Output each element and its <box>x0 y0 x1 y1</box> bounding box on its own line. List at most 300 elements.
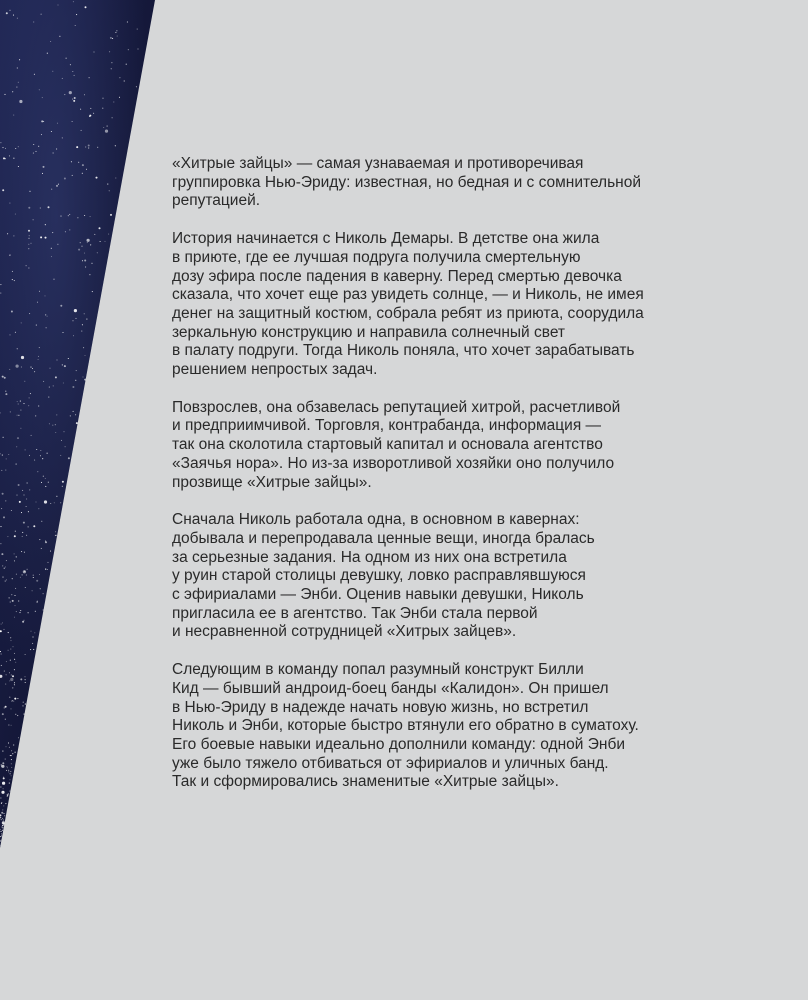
star <box>9 203 10 204</box>
star <box>1 791 4 794</box>
star <box>51 248 52 249</box>
star <box>27 482 28 483</box>
star <box>7 536 8 537</box>
star <box>15 714 16 715</box>
star <box>45 237 47 239</box>
star <box>85 266 86 267</box>
star <box>70 415 71 416</box>
star <box>90 244 91 245</box>
star <box>50 41 51 42</box>
star <box>115 32 116 33</box>
star <box>82 164 84 166</box>
star <box>76 370 77 371</box>
star <box>117 36 118 37</box>
star <box>5 391 6 392</box>
star <box>70 64 71 65</box>
star <box>40 588 41 589</box>
star <box>23 702 24 703</box>
star <box>1 665 2 666</box>
star <box>44 295 45 296</box>
star <box>51 256 52 257</box>
star <box>1 833 2 834</box>
star <box>126 64 127 65</box>
star <box>23 522 25 524</box>
star <box>72 121 73 122</box>
star <box>113 101 114 102</box>
star <box>116 30 117 31</box>
star <box>112 38 113 39</box>
star <box>35 501 36 502</box>
star <box>4 671 5 672</box>
star <box>11 767 12 768</box>
star <box>84 253 85 254</box>
star <box>14 617 15 618</box>
star <box>5 746 6 747</box>
star <box>6 674 7 675</box>
star <box>107 184 108 185</box>
star <box>33 21 34 22</box>
star <box>16 611 17 612</box>
star <box>72 71 73 72</box>
text-line: Его боевые навыки идеально дополнили команду: одной Энби <box>172 735 625 753</box>
star <box>1 835 2 836</box>
star <box>45 541 47 543</box>
star <box>20 577 21 578</box>
star <box>42 97 43 98</box>
star <box>102 98 103 99</box>
star <box>14 682 15 683</box>
star <box>25 704 26 705</box>
star <box>89 116 90 117</box>
star <box>0 836 1 837</box>
star <box>72 386 74 388</box>
star <box>30 393 31 394</box>
star <box>13 744 14 745</box>
star <box>45 540 46 541</box>
star <box>11 725 12 726</box>
star <box>81 331 82 332</box>
star <box>43 593 44 594</box>
star <box>17 348 18 349</box>
star <box>9 10 10 11</box>
star <box>77 217 78 218</box>
star <box>10 640 11 641</box>
star <box>41 482 42 483</box>
star <box>86 169 87 170</box>
star <box>63 382 64 383</box>
star <box>33 649 34 650</box>
star <box>1 803 2 804</box>
star <box>21 356 24 359</box>
star <box>47 453 48 454</box>
star <box>99 227 101 229</box>
star <box>18 403 19 404</box>
star <box>115 177 116 178</box>
star <box>137 29 138 30</box>
star <box>87 242 88 243</box>
star <box>21 366 22 367</box>
paragraph-5 <box>172 661 712 792</box>
star <box>15 148 16 149</box>
star <box>11 701 12 702</box>
star <box>0 526 1 527</box>
star <box>20 678 22 680</box>
star <box>1 819 2 820</box>
star <box>39 574 40 575</box>
star <box>33 219 34 220</box>
star <box>78 162 79 163</box>
star <box>33 144 34 145</box>
star <box>84 260 86 262</box>
star <box>28 612 29 613</box>
star <box>20 401 21 402</box>
star <box>14 698 16 700</box>
star <box>2 827 3 828</box>
star <box>73 411 74 412</box>
star <box>0 631 1 632</box>
star <box>84 313 85 314</box>
star <box>14 560 15 561</box>
star <box>22 536 23 537</box>
star <box>29 455 30 456</box>
star <box>5 148 6 149</box>
star <box>75 414 76 415</box>
star <box>48 482 49 483</box>
star <box>9 791 10 792</box>
star <box>25 654 26 655</box>
star <box>38 508 39 509</box>
star <box>8 771 9 772</box>
star <box>2 565 3 566</box>
star <box>28 267 29 268</box>
star <box>16 464 17 465</box>
star <box>61 440 62 441</box>
star <box>10 771 11 772</box>
star <box>88 147 89 148</box>
star <box>16 495 17 496</box>
star <box>11 594 12 595</box>
star <box>62 78 63 79</box>
star <box>43 166 45 168</box>
star <box>65 446 66 447</box>
text-line: и несравненной сотрудницей «Хитрых зайцев». <box>172 623 517 641</box>
star <box>82 324 83 325</box>
star <box>15 588 16 589</box>
star <box>36 580 38 582</box>
star <box>1 766 2 767</box>
star <box>38 405 39 406</box>
star <box>12 91 13 92</box>
text-line: у руин старой столицы девушку, ловко расправлявшуюся <box>172 567 586 585</box>
text-line: сказала, что хочет еще раз увидеть солнце, — и Николь, не имея <box>172 286 644 304</box>
star <box>16 574 17 575</box>
star <box>5 706 7 708</box>
star <box>10 678 13 681</box>
star <box>43 121 44 122</box>
star <box>21 551 22 552</box>
star <box>64 94 65 95</box>
star <box>15 531 16 532</box>
star <box>8 793 9 794</box>
star <box>56 414 57 415</box>
star <box>2 809 3 810</box>
star <box>2 762 4 764</box>
text-line: и предприимчивой. Торговля, контрабанда, информация — <box>172 417 602 435</box>
star <box>5 581 6 582</box>
star <box>84 94 85 95</box>
star <box>43 381 44 382</box>
star <box>9 672 10 673</box>
star <box>6 458 7 459</box>
star <box>29 489 30 490</box>
star <box>94 234 95 235</box>
text-line: группировка Нью-Эриду: известная, но бедная и с сомнительной <box>172 173 642 191</box>
star <box>9 597 10 598</box>
star <box>19 501 21 503</box>
star <box>15 214 16 215</box>
star <box>4 94 5 95</box>
star <box>0 142 1 143</box>
star <box>12 753 13 754</box>
star <box>32 636 33 637</box>
star <box>23 620 24 621</box>
star <box>30 631 31 632</box>
star <box>75 318 76 319</box>
star <box>2 147 3 148</box>
star <box>60 455 61 456</box>
star <box>14 684 15 685</box>
star <box>60 305 62 307</box>
star <box>8 742 9 743</box>
star <box>76 146 78 148</box>
star <box>29 397 30 398</box>
star <box>23 714 24 715</box>
star <box>2 622 3 623</box>
star <box>14 669 15 670</box>
star <box>1 653 2 654</box>
star <box>41 120 43 122</box>
paragraph-3 <box>172 399 712 493</box>
star <box>18 600 19 601</box>
paragraph-4 <box>172 511 712 642</box>
star <box>10 411 11 412</box>
star <box>28 526 29 527</box>
star <box>6 560 7 561</box>
star <box>3 819 4 820</box>
star <box>2 782 5 785</box>
text-line: «Заячья нора». Но из-за изворотливой хозяйки оно получило <box>172 454 615 472</box>
star <box>5 500 6 501</box>
star <box>2 577 3 578</box>
star <box>1 624 2 625</box>
star <box>14 595 15 596</box>
star <box>74 97 76 99</box>
star <box>0 293 1 294</box>
star <box>47 569 48 570</box>
star <box>84 215 85 216</box>
star <box>82 376 83 377</box>
star <box>2 713 4 715</box>
text-line: денег на защитный костюм, собрала ребят из приюта, соорудила <box>172 304 644 322</box>
star <box>110 37 112 39</box>
star <box>3 516 5 518</box>
text-line: Кид — бывший андроид-боец банды «Калидон». Он пришел <box>172 679 609 697</box>
star <box>2 818 3 819</box>
star <box>14 280 15 281</box>
star <box>29 235 30 236</box>
star <box>85 146 86 147</box>
star <box>5 684 6 685</box>
star <box>9 697 10 698</box>
star <box>75 380 76 381</box>
star <box>119 97 120 98</box>
star <box>16 87 17 88</box>
star <box>34 632 35 633</box>
star <box>30 649 31 650</box>
star <box>1 826 2 827</box>
star <box>4 707 5 708</box>
star <box>96 177 98 179</box>
star <box>7 233 8 234</box>
star <box>23 403 24 404</box>
star <box>18 415 19 416</box>
star <box>2 821 5 824</box>
star <box>10 601 11 602</box>
star <box>97 147 98 148</box>
star <box>2 376 4 378</box>
star <box>15 752 16 753</box>
star <box>25 449 26 450</box>
text-line: в Нью-Эриду в надежде начать новую жизнь, но встретил <box>172 698 589 716</box>
star <box>5 719 6 720</box>
star <box>65 231 66 232</box>
star <box>89 77 90 78</box>
star <box>6 770 7 771</box>
star <box>15 662 16 663</box>
star <box>17 67 18 68</box>
star <box>10 660 11 661</box>
star <box>46 327 47 328</box>
star <box>62 332 63 333</box>
star <box>20 610 21 611</box>
text-line: прозвище «Хитрые зайцы». <box>172 473 372 491</box>
star <box>13 115 14 116</box>
star <box>76 422 78 424</box>
star <box>26 574 27 575</box>
star <box>34 74 35 75</box>
star <box>69 214 70 215</box>
text-line: решением непростых задач. <box>172 361 378 379</box>
star <box>72 175 73 176</box>
star <box>10 649 11 650</box>
star <box>9 334 10 335</box>
star <box>1 812 3 814</box>
star <box>0 845 1 846</box>
star <box>14 605 15 606</box>
star <box>27 569 28 570</box>
star <box>8 454 9 455</box>
star <box>86 319 87 320</box>
paragraph-2 <box>172 230 712 380</box>
star <box>26 265 27 266</box>
paragraph-1 <box>172 155 712 211</box>
star <box>0 651 1 652</box>
star <box>105 130 108 133</box>
star <box>47 53 48 54</box>
star <box>17 401 18 402</box>
star <box>24 381 25 382</box>
text-line: Повзрослев, она обзавелась репутацией хитрой, расчетливой <box>172 398 621 416</box>
star <box>25 682 26 683</box>
star <box>48 206 50 208</box>
star <box>3 777 5 779</box>
star <box>112 117 113 118</box>
star <box>17 698 18 699</box>
star <box>18 82 19 83</box>
star <box>23 494 24 495</box>
star <box>45 569 46 570</box>
star <box>62 486 63 487</box>
star <box>124 80 125 81</box>
star <box>83 347 84 348</box>
star <box>28 230 30 232</box>
star <box>40 207 41 208</box>
star <box>72 99 73 100</box>
star <box>90 216 91 217</box>
star <box>58 184 59 185</box>
star <box>21 322 22 323</box>
star <box>73 335 74 336</box>
star <box>37 471 38 472</box>
star <box>111 62 112 63</box>
text-line: в приюте, где ее лучшая подруга получила смертельную <box>172 248 581 266</box>
star <box>3 437 4 438</box>
star <box>68 457 70 459</box>
star <box>64 178 66 180</box>
star <box>1 508 2 509</box>
star <box>55 376 57 378</box>
star <box>68 215 69 216</box>
star <box>25 679 26 680</box>
star <box>55 535 56 536</box>
star <box>40 450 41 451</box>
star <box>75 25 76 26</box>
star <box>9 779 10 780</box>
star <box>57 244 58 245</box>
text-line: в палату подруги. Тогда Николь поняла, что хочет зарабатывать <box>172 342 635 360</box>
text-line: с эфириалами — Энби. Оценив навыки девушки, Николь <box>172 586 584 604</box>
star <box>82 173 83 174</box>
star <box>87 239 90 242</box>
star <box>42 458 43 459</box>
star <box>22 532 23 533</box>
star <box>38 359 39 360</box>
star <box>19 59 20 60</box>
star <box>49 387 50 388</box>
text-line: Так и сформировались знаменитые «Хитрые зайцы». <box>172 773 559 791</box>
star <box>0 786 1 787</box>
star <box>3 629 4 630</box>
star <box>8 650 9 651</box>
star <box>41 521 42 522</box>
star <box>19 612 20 613</box>
text-line: зеркальную конструкцию и направила солнечный свет <box>172 323 566 341</box>
star <box>18 166 19 167</box>
star <box>82 260 83 261</box>
star <box>11 510 12 511</box>
star <box>80 109 81 110</box>
star <box>52 425 53 426</box>
